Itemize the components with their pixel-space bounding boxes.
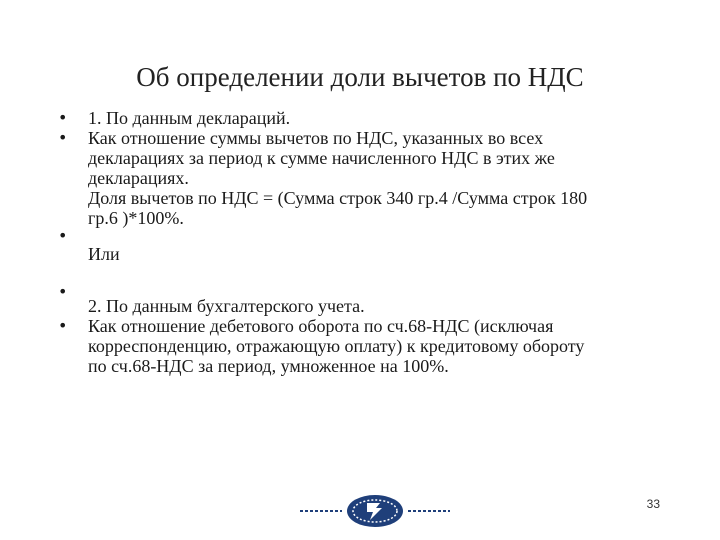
bullet-marker: • (58, 316, 68, 335)
bullet-item-5 (58, 316, 658, 376)
bullet-text (88, 228, 658, 264)
bullet-marker: • (58, 282, 68, 301)
bullet-line: Как отношение дебетового оборота по сч.68-НДС (исключая (88, 316, 554, 336)
bullet-line: декларациях за период к сумме начисленного НДС в этих же (88, 148, 555, 168)
bullet-item-2 (58, 128, 658, 228)
bullet-text (88, 316, 658, 376)
bullet-line: Доля вычетов по НДС = (Сумма строк 340 гр.4 /Сумма строк 180 (88, 188, 588, 208)
bullet-line: гр.6 )*100%. (88, 208, 184, 228)
bullet-line: Как отношение суммы вычетов по НДС, указанных во всех (88, 128, 544, 148)
page-number: 33 (646, 497, 660, 511)
bullet-list (58, 108, 658, 376)
bullet-line: декларациях. (88, 168, 189, 188)
bullet-item-1 (58, 108, 658, 128)
bullet-line: Или (88, 244, 120, 264)
bullet-marker: • (58, 128, 68, 147)
bullet-marker: • (58, 108, 68, 127)
bullet-item-4 (58, 284, 658, 316)
bullet-text (88, 284, 658, 316)
spacer (58, 264, 658, 284)
bullet-text (88, 128, 658, 228)
emblem-logo-icon (300, 494, 450, 528)
slide-title: Об определении доли вычетов по НДС (136, 62, 584, 92)
bullet-line: по сч.68-НДС за период, умноженное на 100%. (88, 356, 449, 376)
bullet-line: корреспонденцию, отражающую оплату) к кредитовому обороту (88, 336, 585, 356)
bullet-item-3 (58, 228, 658, 264)
bullet-text (88, 108, 658, 128)
bullet-marker: • (58, 226, 68, 245)
bullet-line: 2. По данным бухгалтерского учета. (88, 296, 365, 316)
bullet-line: 1. По данным деклараций. (88, 108, 291, 128)
